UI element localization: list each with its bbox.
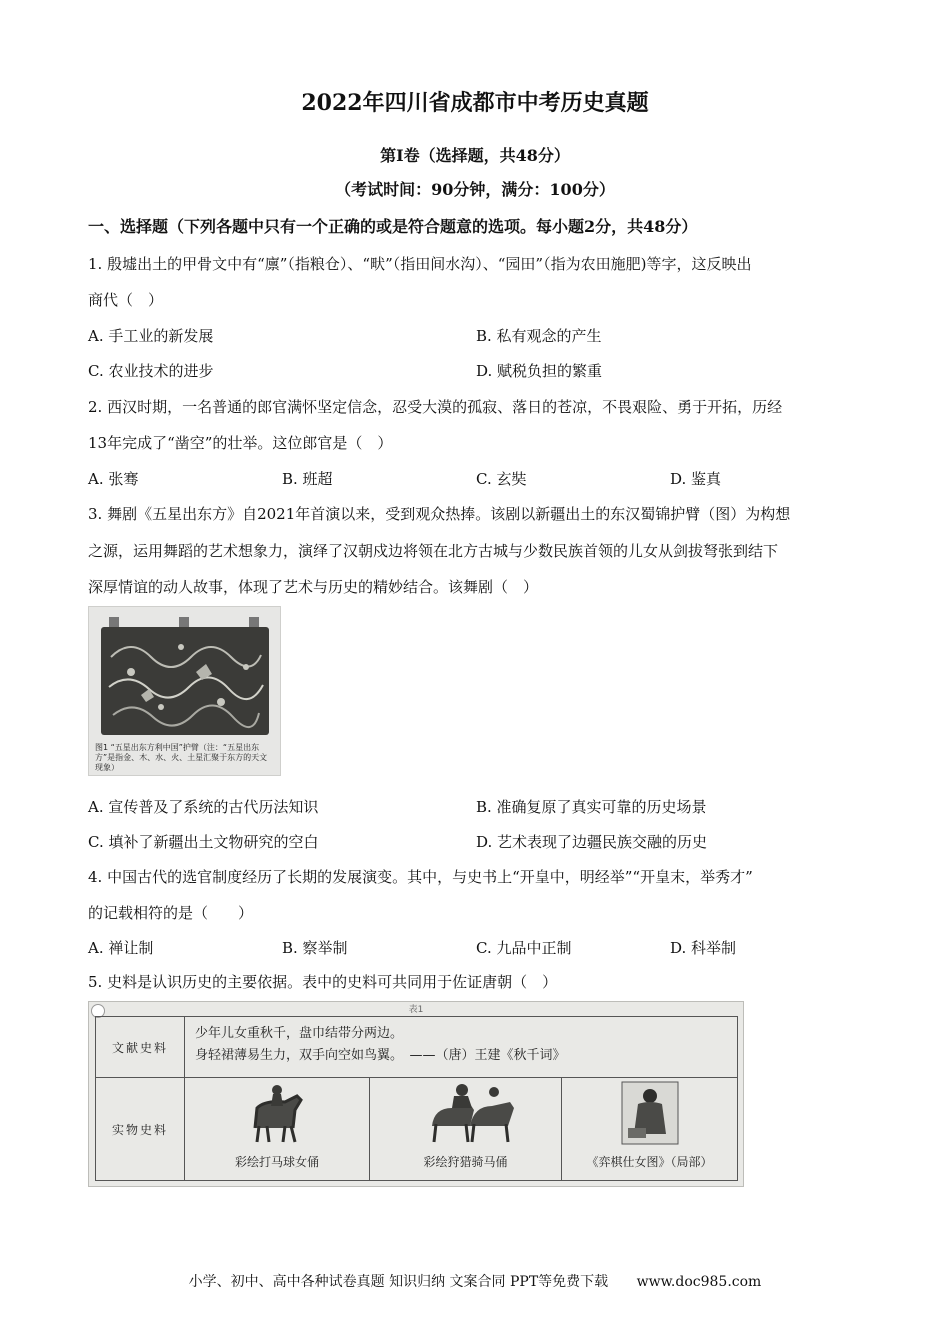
exam-info: （考试时间：90分钟，满分：100分） (335, 180, 615, 199)
row-label-documents: 文献史料 (95, 1016, 185, 1078)
artifact-cell-painting (561, 1077, 738, 1181)
q2-line1: 2. 西汉时期，一名普通的郎官满怀坚定信念，忍受大漠的孤寂、落日的苍凉，不畏艰险、勇于开拓，历经 (88, 398, 783, 416)
page-title: 2022年四川省成都市中考历史真题 (301, 90, 649, 116)
image-caption: 图1 “五星出东方利中国”护臂（注：“五星出东方”是指金、木、水、火、土星汇聚于东方的天文现象） (95, 743, 268, 772)
q3-option-a: A. 宣传普及了系统的古代历法知识 (88, 798, 319, 816)
polo-horse-figurine (185, 1078, 371, 1148)
source-table-image (88, 1001, 744, 1187)
hunting-rider-figurine (370, 1078, 563, 1148)
q4-option-b: B. 察举制 (282, 939, 348, 957)
q2-option-d: D. 鉴真 (670, 470, 722, 488)
artifact-cell-polo (184, 1077, 370, 1181)
q4-line1: 4. 中国古代的选官制度经历了长期的发展演变。其中，与史书上“开皇中，明经举”“开皇末，举秀才” (88, 868, 753, 886)
q1-option-d: D. 赋税负担的繁重 (476, 362, 603, 380)
q3-option-c: C. 填补了新疆出土文物研究的空白 (88, 833, 319, 851)
poem-line-2: 身轻裙薄易生力，双手向空如鸟翼。 ——（唐）王建《秋千词》 (195, 1048, 566, 1063)
q5-line1: 5. 史料是认识历史的主要依据。表中的史料可共同用于佐证唐朝（ ） (88, 973, 558, 991)
page-footer (0, 1271, 950, 1291)
row-label-artifacts: 实物史料 (95, 1077, 185, 1181)
q3-line1: 3. 舞剧《五星出东方》自2021年首演以来，受到观众热捧。该剧以新疆出土的东汉蜀锦护臂（图）为构想 (88, 505, 791, 523)
q3-option-d: D. 艺术表现了边疆民族交融的历史 (476, 833, 708, 851)
q4-option-d: D. 科举制 (670, 939, 737, 957)
artifact-caption: 彩绘打马球女俑 (234, 1155, 319, 1169)
brocade-armguard-image (88, 606, 281, 776)
q1-option-b: B. 私有观念的产生 (476, 327, 602, 345)
q3-option-b: B. 准确复原了真实可靠的历史场景 (476, 798, 707, 816)
q1-option-a: A. 手工业的新发展 (88, 327, 214, 345)
artifact-caption: 彩绘狩猎骑马俑 (423, 1155, 508, 1169)
q4-option-a: A. 禅让制 (88, 939, 154, 957)
section-heading: 一、选择题（下列各题中只有一个正确的或是符合题意的选项。每小题2分，共48分） (88, 217, 698, 236)
artifact-cell-hunting (369, 1077, 562, 1181)
q3-line2: 之源，运用舞蹈的艺术想象力，演绎了汉朝戍边将领在北方古城与少数民族首领的儿女从剑拔弩张到结下 (88, 542, 779, 560)
q2-option-c: C. 玄奘 (476, 470, 527, 488)
q1-line1: 1. 殷墟出土的甲骨文中有“廪”（指粮仓）、“畎”（指田间水沟）、“园田”（指为农田施肥)等字，这反映出 (88, 255, 752, 273)
poem-cell (184, 1016, 738, 1078)
q1-line2: 商代（ ） (88, 291, 164, 309)
paper-subtitle: 第I卷（选择题，共48分） (380, 146, 570, 165)
chess-lady-painting (562, 1078, 739, 1150)
q3-line3: 深厚情谊的动人故事，体现了艺术与历史的精妙结合。该舞剧（ ） (88, 578, 539, 596)
brocade-pattern (101, 627, 269, 735)
table-header: 表1 (408, 1005, 424, 1015)
q2-line2: 13年完成了“凿空”的壮举。这位郎官是（ ） (88, 434, 393, 452)
q4-option-c: C. 九品中正制 (476, 939, 572, 957)
q1-option-c: C. 农业技术的进步 (88, 362, 214, 380)
q4-line2: 的记载相符的是（ ） (88, 904, 254, 922)
footer-text: 小学、初中、高中各种试卷真题 知识归纳 文案合同 PPT等免费下载 (188, 1274, 609, 1290)
poem-line-1: 少年儿女重秋千，盘巾结带分两边。 (195, 1026, 404, 1041)
q2-option-a: A. 张骞 (88, 470, 139, 488)
footer-url[interactable]: www.doc985.com (636, 1274, 762, 1290)
armguard-brocade (101, 627, 269, 735)
artifact-caption: 《弈棋仕女图》（局部） (586, 1155, 713, 1169)
q2-option-b: B. 班超 (282, 470, 333, 488)
